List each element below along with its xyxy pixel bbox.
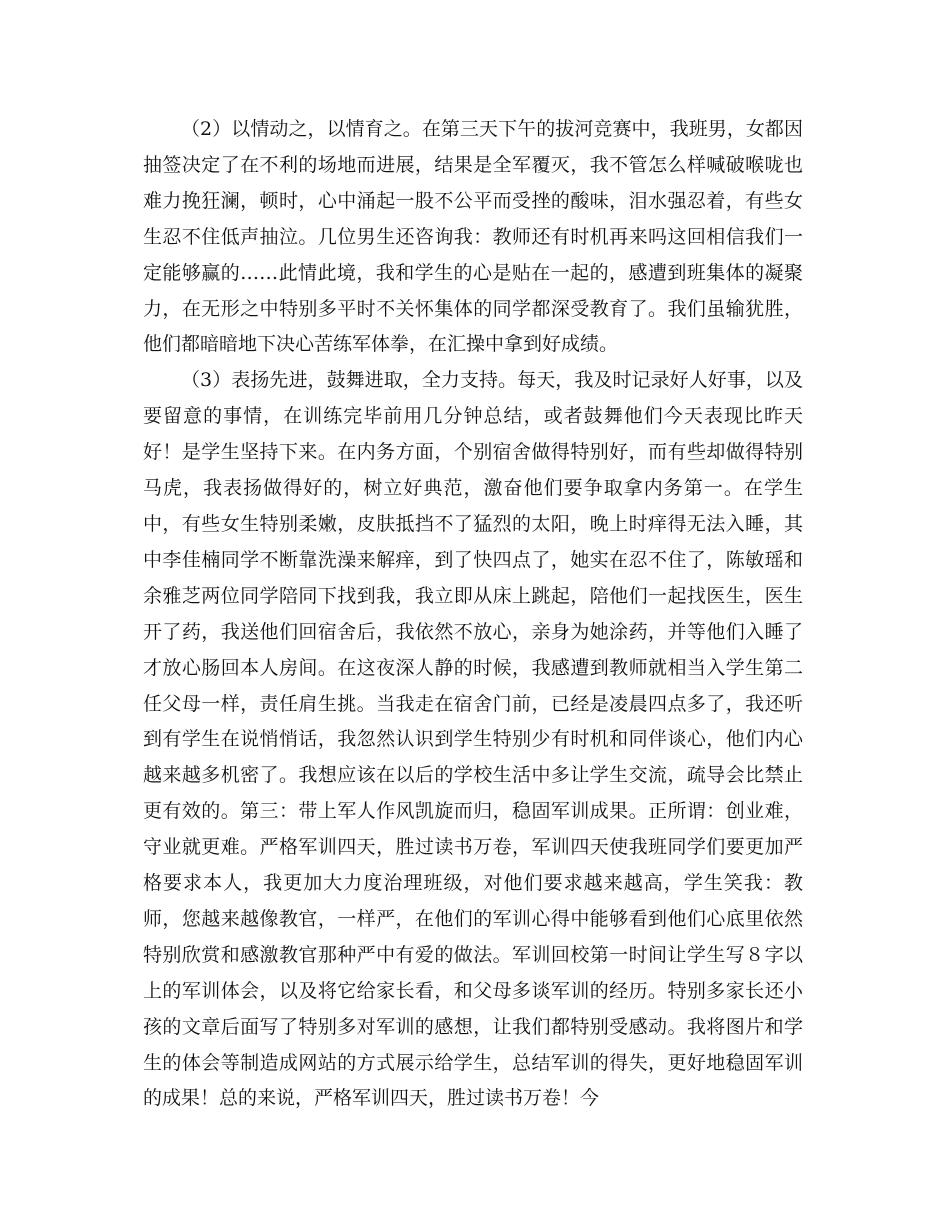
document-body [143, 112, 803, 1117]
paragraph-tug-of-war: （2）以情动之，以情育之。在第三天下午的拔河竞赛中，我班男，女都因抽签决定了在不利的场地而进展，结果是全军覆灭，我不管怎么样喊破喉咙也难力挽狂澜，顿时，心中涌起一股不公平而受挫的酸味，泪水强忍着，有些女生忍不住低声抽泣。几位男生还咨询我：教师还有时机再来吗这回相信我们一定能够赢的……此情此境，我和学生的心是贴在一起的，感遭到班集体的凝聚力，在无形之中特别多平时不关怀集体的同学都深受教育了。我们虽输犹胜，他们都暗暗地下决心苦练军体拳，在汇操中拿到好成绩。 [143, 118, 803, 356]
paragraph-praise-progress: （3）表扬先进，鼓舞进取，全力支持。每天，我及时记录好人好事，以及要留意的事情，在训练完毕前用几分钟总结，或者鼓舞他们今天表现比昨天好！是学生坚持下来。在内务方面，个别宿舍做得特别好，而有些却做得特别马虎，我表扬做得好的，树立好典范，激奋他们要争取拿内务第一。在学生中，有些女生特别柔嫩，皮肤抵挡不了猛烈的太阳，晚上时痒得无法入睡，其中李佳楠同学不断靠洗澡来解痒，到了快四点了，她实在忍不住了，陈敏瑶和余雅芝两位同学陪同下找到我，我立即从床上跳起，陪他们一起找医生，医生开了药，我送他们回宿舍后，我依然不放心，亲身为她涂药，并等他们入睡了才放心肠回本人房间。在这夜深人静的时候，我感遭到教师就相当入学生第二任父母一样，责任肩生挑。当我走在宿舍门前，已经是凌晨四点多了，我还听到有学生在说悄悄话，我忽然认识到学生特别少有时机和同伴谈心，他们内心越来越多机密了。我想应该在以后的学校生活中多让学生交流，疏导会比禁止更有效的。第三：带上军人作风凯旋而归，稳固军训成果。正所谓：创业难，守业就更难。严格军训四天，胜过读书万卷，军训四天使我班同学们要更加严格要求本人，我更加大力度治理班级，对他们要求越来越高，学生笑我：教师，您越来越像教官，一样严，在他们的军训心得中能够看到他们心底里依然特别欣赏和感激教官那种严中有爱的做法。军训回校第一时间让学生写８字以上的军训体会，以及将它给家长看，和父母多谈军训的经历。特别多家长还小孩的文章后面写了特别多对军训的感想，让我们都特别受感动。我将图片和学生的体会等制造成网站的方式展示给学生，总结军训的得失，更好地稳固军训的成果！总的来说，严格军训四天，胜过读书万卷！今 [143, 369, 803, 1110]
